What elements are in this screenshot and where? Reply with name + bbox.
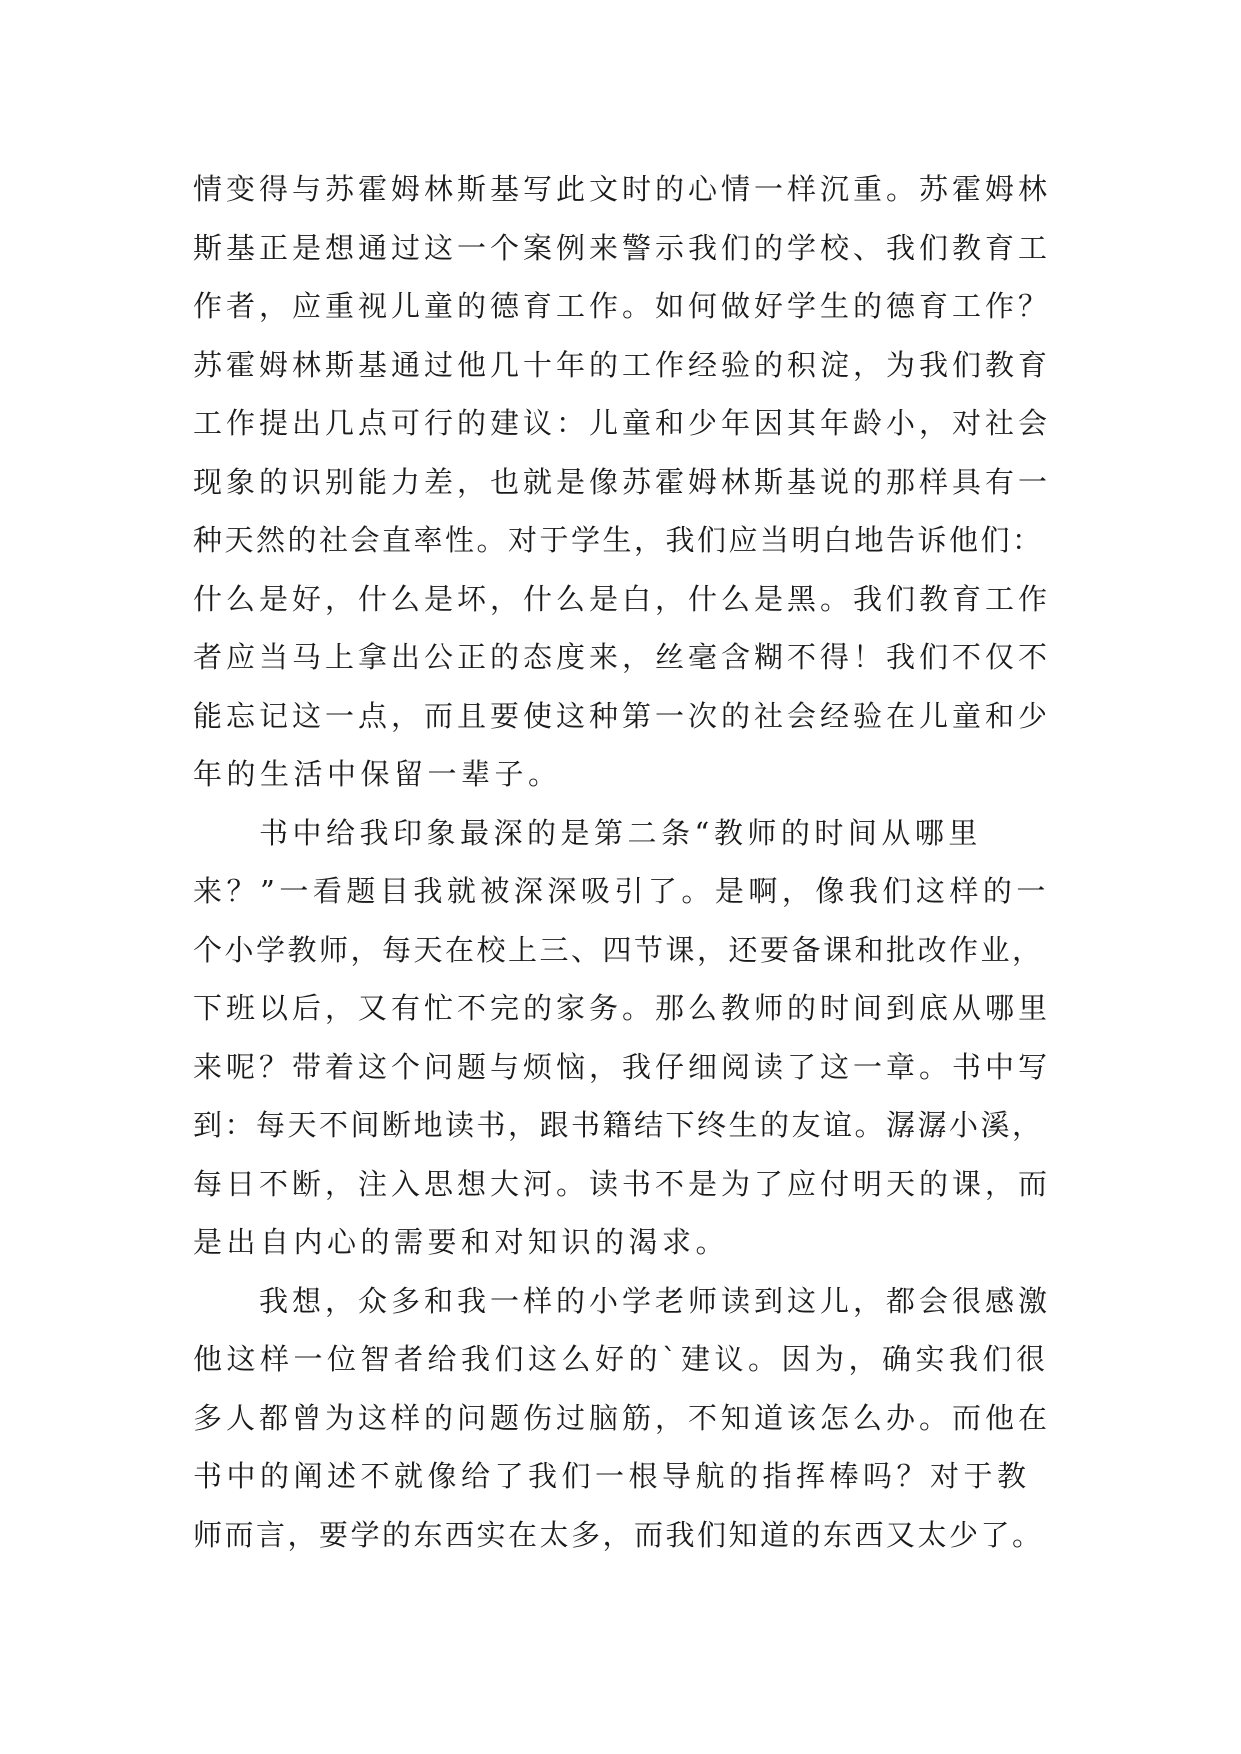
text-line: 年的生活中保留一辈子。 <box>193 757 562 791</box>
text-line: 作者，应重视儿童的德育工作。如何做好学生的德育工作？ <box>193 289 1052 323</box>
text-line: 来？”一看题目我就被深深吸引了。是啊，像我们这样的一 <box>193 874 1050 908</box>
text-line: 斯基正是想通过这一个案例来警示我们的学校、我们教育工 <box>193 230 1052 265</box>
text-line: 者应当马上拿出公正的态度来，丝毫含糊不得！我们不仅不 <box>193 640 1052 674</box>
text-line: 每日不断，注入思想大河。读书不是为了应付明天的课，而 <box>193 1166 1052 1201</box>
body-text <box>193 160 1053 1564</box>
text-line: 下班以后，又有忙不完的家务。那么教师的时间到底从哪里 <box>193 991 1052 1025</box>
text-line: 是出自内心的需要和对知识的渴求。 <box>193 1225 730 1259</box>
text-line: 多人都曾为这样的问题伤过脑筋，不知道该怎么办。而他在 <box>193 1400 1052 1435</box>
text-line: 什么是好，什么是坏，什么是白，什么是黑。我们教育工作 <box>193 581 1052 616</box>
text-line: 情变得与苏霍姆林斯基写此文时的心情一样沉重。苏霍姆林 <box>193 172 1052 206</box>
text-line: 种天然的社会直率性。对于学生，我们应当明白地告诉他们： <box>193 523 1044 557</box>
paragraph-3 <box>193 1272 1053 1565</box>
text-line: 能忘记这一点，而且要使这种第一次的社会经验在儿童和少 <box>193 698 1052 733</box>
text-line: 师而言，要学的东西实在太多，而我们知道的东西又太少了。 <box>193 1517 1044 1552</box>
text-line: 到：每天不间断地读书，跟书籍结下终生的友谊。潺潺小溪， <box>193 1108 1044 1142</box>
text-line: 书中的阐述不就像给了我们一根导航的指挥棒吗？对于教 <box>193 1459 1031 1493</box>
text-line: 书中给我印象最深的是第二条“教师的时间从哪里 <box>259 815 982 850</box>
text-line: 我想，众多和我一样的小学老师读到这儿，都会很感激 <box>259 1283 1052 1318</box>
text-line: 他这样一位智者给我们这么好的`建议。因为，确实我们很 <box>193 1342 1050 1376</box>
text-line: 个小学教师，每天在校上三、四节课，还要备课和批改作业， <box>193 932 1044 967</box>
paragraph-1 <box>193 160 1053 804</box>
text-line: 来呢？带着这个问题与烦恼，我仔细阅读了这一章。书中写 <box>193 1049 1052 1084</box>
text-line: 工作提出几点可行的建议：儿童和少年因其年龄小，对社会 <box>193 406 1052 440</box>
paragraph-2 <box>193 804 1053 1272</box>
text-line: 苏霍姆林斯基通过他几十年的工作经验的积淀，为我们教育 <box>193 347 1052 382</box>
text-line: 现象的识别能力差，也就是像苏霍姆林斯基说的那样具有一 <box>193 464 1052 499</box>
